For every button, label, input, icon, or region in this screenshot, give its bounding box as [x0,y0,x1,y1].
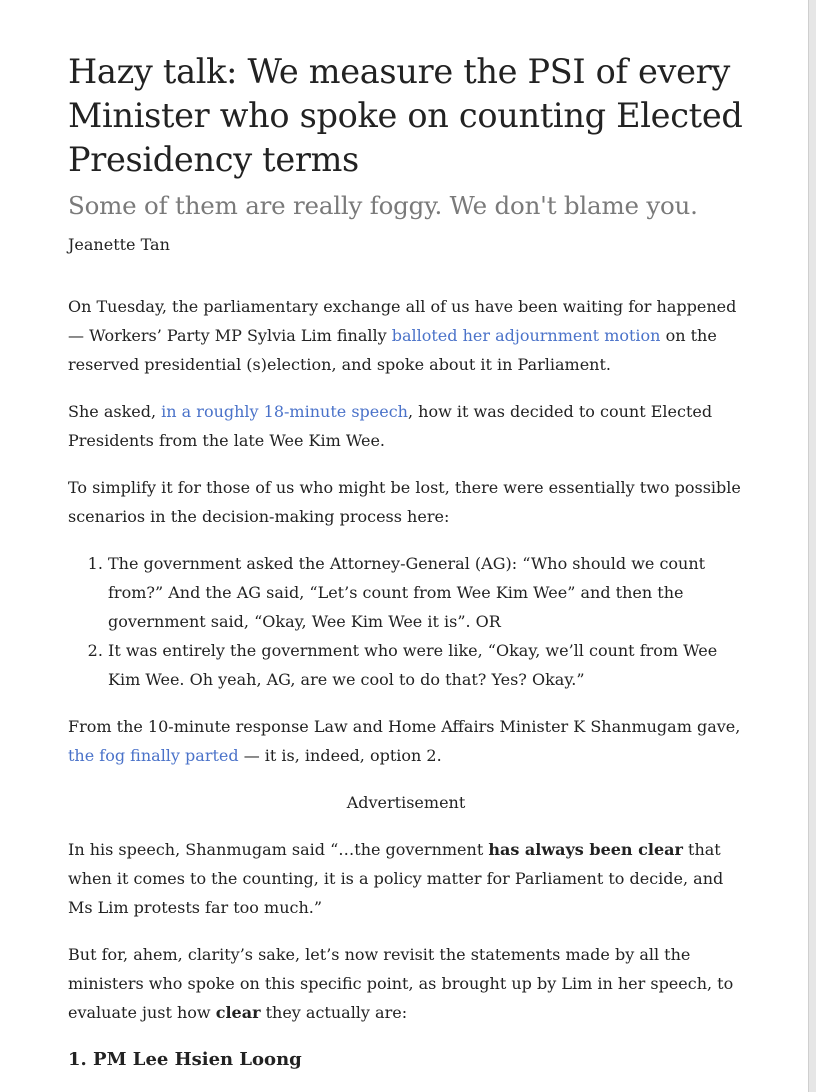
paragraph-text: But for, ahem, clarity’s sake, let’s now revisit the statements made by all the ministers who spoke on this specific point, as brought up by Lim in her speech, to evaluate just how [68,945,734,1022]
paragraph-text: , how it was decided to count Elected Presidents from the late Wee Kim Wee. [68,402,713,450]
article [68,50,744,1075]
article-subtitle: Some of them are really foggy. We don't blame you. [68,191,698,220]
bold-text: clear [215,1003,261,1022]
paragraph-response [68,712,744,770]
paragraph-intro [68,292,744,379]
author-name: Jeanette Tan [68,235,170,254]
paragraph-revisit [68,940,744,1027]
speech-link[interactable]: in a roughly 18-minute speech [161,402,408,421]
bold-text: has always been clear [488,840,683,859]
scenario-list [68,549,744,694]
paragraph-text: She asked, [68,402,162,421]
article-title: Hazy talk: We measure the PSI of every Minister who spoke on counting Elected Presidency terms [68,52,743,179]
paragraph-speech [68,397,744,455]
adjournment-motion-link[interactable]: balloted her adjournment motion [391,326,661,345]
paragraph-text: — it is, indeed, option 2. [238,746,442,765]
window-edge [808,0,816,1092]
list-item: 2. It was entirely the government who were like, “Okay, we’ll count from Wee Kim Wee. Oh yeah, AG, are we cool to do that? Yes? Okay.” [108,636,744,694]
paragraph-shanmugam-quote [68,835,744,922]
section-heading: 1. PM Lee Hsien Loong [68,1049,302,1070]
paragraph-text: In his speech, Shanmugam said “…the government [68,840,489,859]
paragraph-scenarios: To simplify it for those of us who might be lost, there were essentially two possible scenarios in the decision-making process here: [68,478,741,526]
paragraph-text: On Tuesday, the parliamentary exchange all of us have been waiting for happened — Workers’ Party MP Sylvia Lim finally [68,297,737,345]
advertisement-label: Advertisement [346,793,466,812]
fog-parted-link[interactable]: the fog finally parted [68,746,239,765]
paragraph-text: on the reserved presidential (s)election, and spoke about it in Parliament. [68,326,717,374]
paragraph-text: that when it comes to the counting, it is a policy matter for Parliament to decide, and Ms Lim protests far too much.” [68,840,724,917]
paragraph-text: From the 10-minute response Law and Home Affairs Minister K Shanmugam gave, [68,717,741,736]
paragraph-text: they actually are: [260,1003,408,1022]
list-item: 1. The government asked the Attorney-General (AG): “Who should we count from?” And the AG said, “Let’s count from Wee Kim Wee” and then the government said, “Okay, Wee Kim Wee it is”. OR [108,549,744,636]
